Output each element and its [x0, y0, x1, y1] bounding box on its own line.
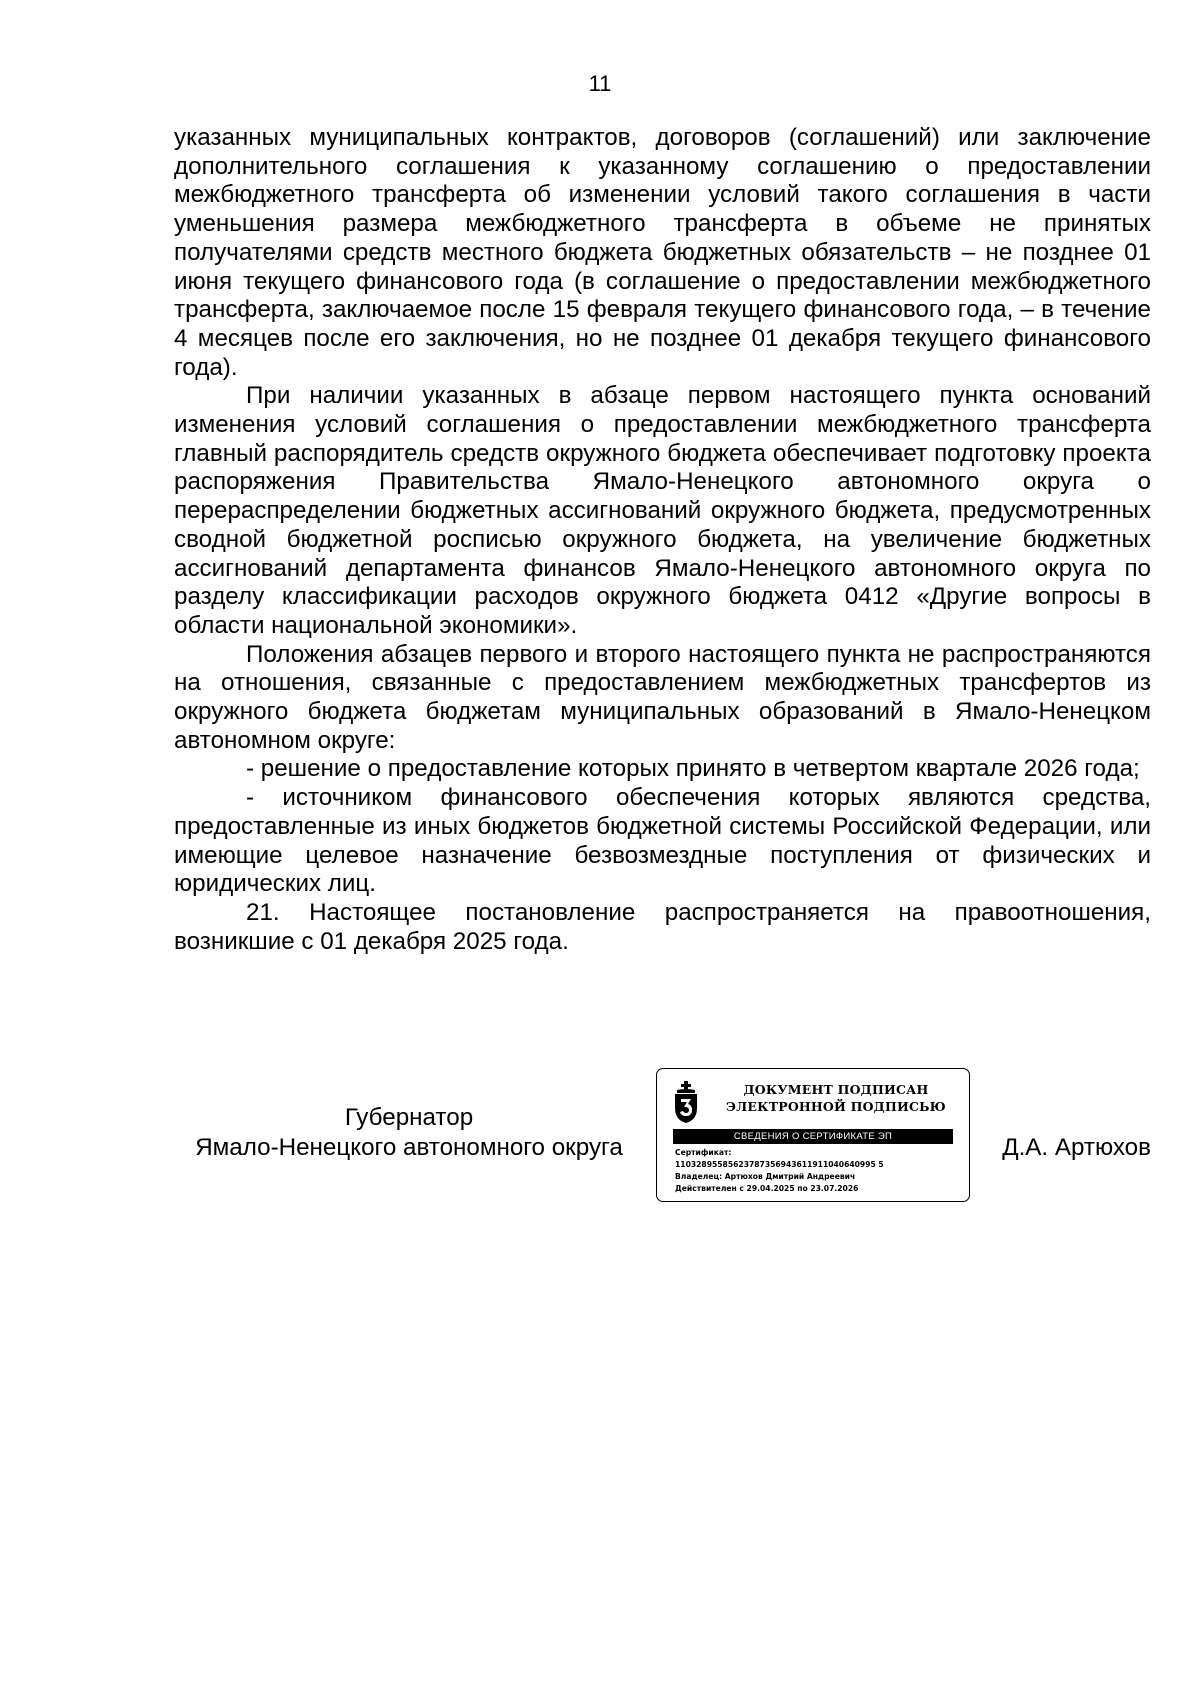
- signature-block: [174, 1068, 1151, 1208]
- certificate-label: Сертификат:: [675, 1148, 732, 1157]
- list-item: - источником финансового обеспечения которых являются средства, предоставленные из иных бюджетов бюджетной системы Российской Федерации, или имеющие целевое назначение безвозмездные поступления от физических и юридических лиц.: [174, 784, 1151, 898]
- paragraph: Положения абзацев первого и второго настоящего пункта не распространяются на отношения, связанные с предоставлением межбюджетных трансфертов из окружного бюджета бюджетам муниципальных образований в Ямало-Ненецком автономном округе:: [174, 640, 1151, 754]
- signatory-title: [174, 1103, 644, 1163]
- stamp-heading-line2: ЭЛЕКТРОННОЙ ПОДПИСЬЮ: [726, 1099, 946, 1114]
- stamp-heading-line1: ДОКУМЕНТ ПОДПИСАН: [743, 1082, 929, 1097]
- signatory-name: Д.А. Артюхов: [1002, 1134, 1151, 1161]
- signatory-title-line1: Губернатор: [344, 1104, 474, 1131]
- paragraph-clause-21: 21. Настоящее постановление распространяется на правоотношения, возникшие с 01 декабря 2025 года.: [174, 898, 1151, 955]
- stamp-certificate-bar: СВЕДЕНИЯ О СЕРТИФИКАТЕ ЭП: [673, 1129, 953, 1144]
- signatory-title-line2: Ямало-Ненецкого автономного округа: [195, 1134, 623, 1161]
- list-item: - решение о предоставление которых принято в четвертом квартале 2026 года;: [246, 755, 1140, 783]
- certificate-validity: Действителен с 29.04.2025 по 23.07.2026: [675, 1184, 859, 1193]
- stamp-heading: [711, 1081, 961, 1115]
- paragraph: При наличии указанных в абзаце первом настоящего пункта оснований изменения условий соглашения о предоставлении межбюджетного трансферта главный распорядитель средств окружного бюджета обеспечивает подготовку проекта распоряжения Правительства Ямало-Ненецкого автономного округа о перераспределении бюджетных ассигнований окружного бюджета, предусмотренных сводной бюджетной росписью окружного бюджета, на увеличение бюджетных ассигнований департамента финансов Ямало-Ненецкого автономного округа по разделу классификации расходов окружного бюджета 0412 «Другие вопросы в области национальной экономики».: [174, 382, 1151, 639]
- coat-of-arms-icon: [671, 1080, 701, 1124]
- page-number: 11: [588, 71, 612, 96]
- document-body: [174, 124, 1151, 956]
- certificate-owner: Владелец: Артюхов Дмитрий Андреевич: [675, 1172, 856, 1181]
- electronic-signature-stamp: [656, 1068, 970, 1202]
- stamp-certificate-details: [675, 1147, 965, 1195]
- paragraph-continuation: указанных муниципальных контрактов, договоров (соглашений) или заключение дополнительного соглашения к указанному соглашению о предоставлении межбюджетного трансферта об изменении условий такого соглашения в части уменьшения размера межбюджетного трансферта в объеме не принятых получателями средств местного бюджета бюджетных обязательств – не позднее 01 июня текущего финансового года (в соглашение о предоставлении межбюджетного трансферта, заключаемое после 15 февраля текущего финансового года, – в течение 4 месяцев после его заключения, но не позднее 01 декабря текущего финансового года).: [174, 124, 1151, 381]
- certificate-number: 11032895585623787356943611911040640995 5: [675, 1160, 884, 1169]
